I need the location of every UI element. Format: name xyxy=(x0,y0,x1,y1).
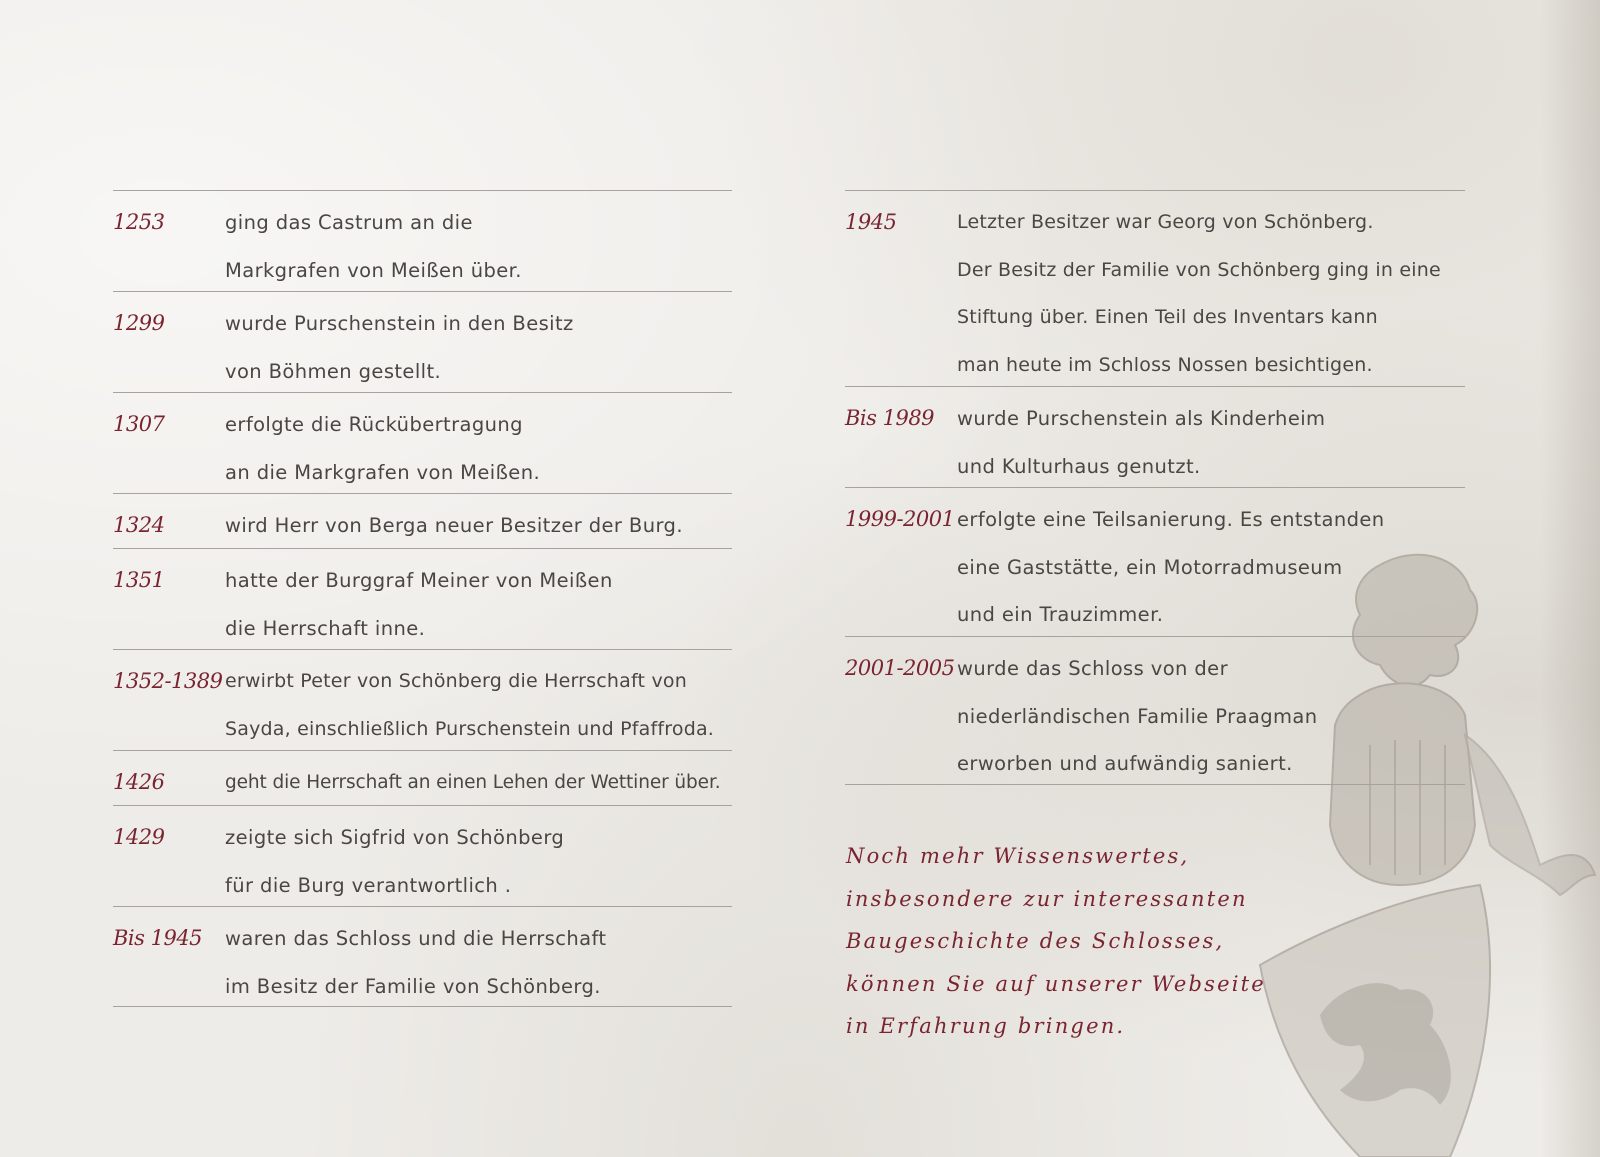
timeline-year: 1299 xyxy=(113,311,165,335)
timeline-year: 1253 xyxy=(113,210,165,234)
timeline-text: wurde das Schloss von der niederländischen Familie Praagman erworben und aufwändig saniert. xyxy=(957,657,1318,775)
timeline-right xyxy=(845,190,1465,785)
timeline-entry xyxy=(113,805,732,906)
timeline-text: wird Herr von Berga neuer Besitzer der Burg. xyxy=(225,514,683,537)
timeline-text: zeigte sich Sigfrid von Schönberg für die Burg verantwortlich . xyxy=(225,826,565,897)
timeline-text: ging das Castrum an die Markgrafen von Meißen über. xyxy=(225,211,522,282)
timeline-text: wurde Purschenstein als Kinderheim und Kulturhaus genutzt. xyxy=(957,407,1326,478)
timeline-year: 1426 xyxy=(113,770,165,794)
timeline-entry xyxy=(845,190,1465,386)
timeline-entry xyxy=(113,190,732,291)
timeline-year: 1307 xyxy=(113,412,165,436)
timeline-entry xyxy=(845,386,1465,487)
timeline-entry xyxy=(113,392,732,493)
timeline-year: 1324 xyxy=(113,513,165,537)
timeline-text: erfolgte die Rückübertragung an die Markgrafen von Meißen. xyxy=(225,413,541,484)
timeline-entry xyxy=(845,487,1465,636)
timeline-year: 1999-2001 xyxy=(845,507,955,531)
timeline-year: Bis 1945 xyxy=(113,926,203,950)
timeline-text: waren das Schloss und die Herrschaft im Besitz der Familie von Schönberg. xyxy=(225,927,607,998)
timeline-text: erwirbt Peter von Schönberg die Herrschaft von Sayda, einschließlich Purschenstein und Pfaffroda. xyxy=(225,670,715,740)
timeline-entry xyxy=(113,493,732,548)
timeline-entry xyxy=(845,636,1465,785)
timeline-text: geht die Herrschaft an einen Lehen der Wettiner über. xyxy=(225,772,721,793)
timeline-text: erfolgte eine Teilsanierung. Es entstanden eine Gaststätte, ein Motorradmuseum und ein Trauzimmer. xyxy=(957,508,1385,626)
website-note: Noch mehr Wissenswertes, insbesondere zur interessanten Baugeschichte des Schlosses, können Sie auf unserer Webseite in Erfahrung bringen. xyxy=(846,844,1266,1038)
timeline-year: 1352-1389 xyxy=(113,669,223,693)
timeline-entry xyxy=(113,750,732,805)
timeline-entry xyxy=(113,291,732,392)
timeline-year: 2001-2005 xyxy=(845,656,955,680)
timeline-text: wurde Purschenstein in den Besitz von Böhmen gestellt. xyxy=(225,312,574,383)
timeline-left xyxy=(113,190,732,1007)
timeline-entry xyxy=(113,906,732,1007)
timeline-year: 1429 xyxy=(113,825,165,849)
timeline-year: Bis 1989 xyxy=(845,406,935,430)
timeline-text: hatte der Burggraf Meiner von Meißen die Herrschaft inne. xyxy=(225,569,613,640)
timeline-entry xyxy=(113,548,732,649)
timeline-entry xyxy=(113,649,732,750)
timeline-text: Letzter Besitzer war Georg von Schönberg. Der Besitz der Familie von Schönberg ging in eine Stiftung über. Einen Teil des Inventars kann man heute im Schloss Nossen besichtigen. xyxy=(957,211,1441,376)
timeline-year: 1351 xyxy=(113,568,165,592)
timeline-year: 1945 xyxy=(845,210,897,234)
